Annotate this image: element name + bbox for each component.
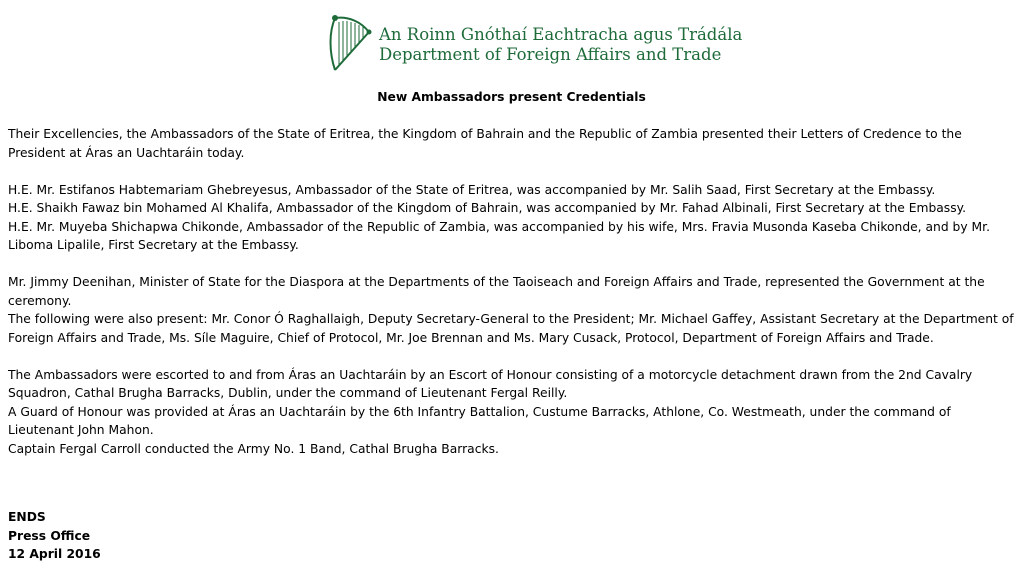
paragraph-intro [8, 125, 1016, 162]
text-line: A Guard of Honour was provided at Áras an Uachtaráin by the 6th Infantry Battalion, Custume Barracks, Athlone, Co. Westmeath, under the command of Lieutenant John Mahon. [8, 404, 951, 437]
text-line: H.E. Shaikh Fawaz bin Mohamed Al Khalifa, Ambassador of the Kingdom of Bahrain, was accompanied by Mr. Fahad Albinali, First Secretary at the Embassy. [8, 201, 967, 215]
department-name-irish: An Roinn Gnóthaí Eachtracha agus Trádála [379, 25, 743, 44]
ends-marker: ENDS [8, 510, 46, 524]
department-header [325, 12, 742, 74]
text-line: The following were also present: Mr. Conor Ó Raghallaigh, Deputy Secretary-General to the President; Mr. Michael Gaffey, Assistant Secretary at the Department of Foreign Affairs and Trade, Ms. Síle Maguire, Chief of Protocol, Mr. Joe Brennan and Ms. Mary Cusack, Protocol, Department of Foreign Affairs and Trade. [8, 312, 1014, 345]
text-line: H.E. Mr. Estifanos Habtemariam Ghebreyesus, Ambassador of the State of Eritrea, was accompanied by Mr. Salih Saad, First Secretary at the Embassy. [8, 182, 936, 197]
press-office: Press Office [8, 528, 91, 543]
paragraph-escort [8, 366, 1016, 459]
harp-icon [325, 12, 373, 74]
department-name-english: Department of Foreign Affairs and Trade [379, 45, 722, 64]
paragraph-ambassadors [8, 181, 1016, 255]
press-release-title: New Ambassadors present Credentials [377, 90, 646, 104]
paragraph-attendees [8, 273, 1016, 347]
text-line: Captain Fergal Carroll conducted the Army No. 1 Band, Cathal Brugha Barracks. [8, 441, 499, 456]
text-line: The Ambassadors were escorted to and from Áras an Uachtaráin by an Escort of Honour consisting of a motorcycle detachment drawn from the 2nd Cavalry Squadron, Cathal Brugha Barracks, Dublin, under the command of Lieutenant Fergal Reilly. [8, 367, 973, 400]
press-release-body [8, 125, 1016, 477]
department-names [379, 25, 742, 65]
release-date: 12 April 2016 [8, 547, 101, 561]
text-line: Their Excellencies, the Ambassadors of the State of Eritrea, the Kingdom of Bahrain and the Republic of Zambia presented their Letters of Credence to the President at Áras an Uachtaráin today. [8, 127, 962, 160]
text-line: Mr. Jimmy Deenihan, Minister of State for the Diaspora at the Departments of the Taoiseach and Foreign Affairs and Trade, represented the Government at the ceremony. [8, 275, 985, 308]
press-release-footer [8, 508, 101, 564]
text-line: H.E. Mr. Muyeba Shichapwa Chikonde, Ambassador of the Republic of Zambia, was accompanied by his wife, Mrs. Fravia Musonda Kaseba Chikonde, and by Mr. Liboma Lipalile, First Secretary at the Embassy. [8, 219, 990, 252]
